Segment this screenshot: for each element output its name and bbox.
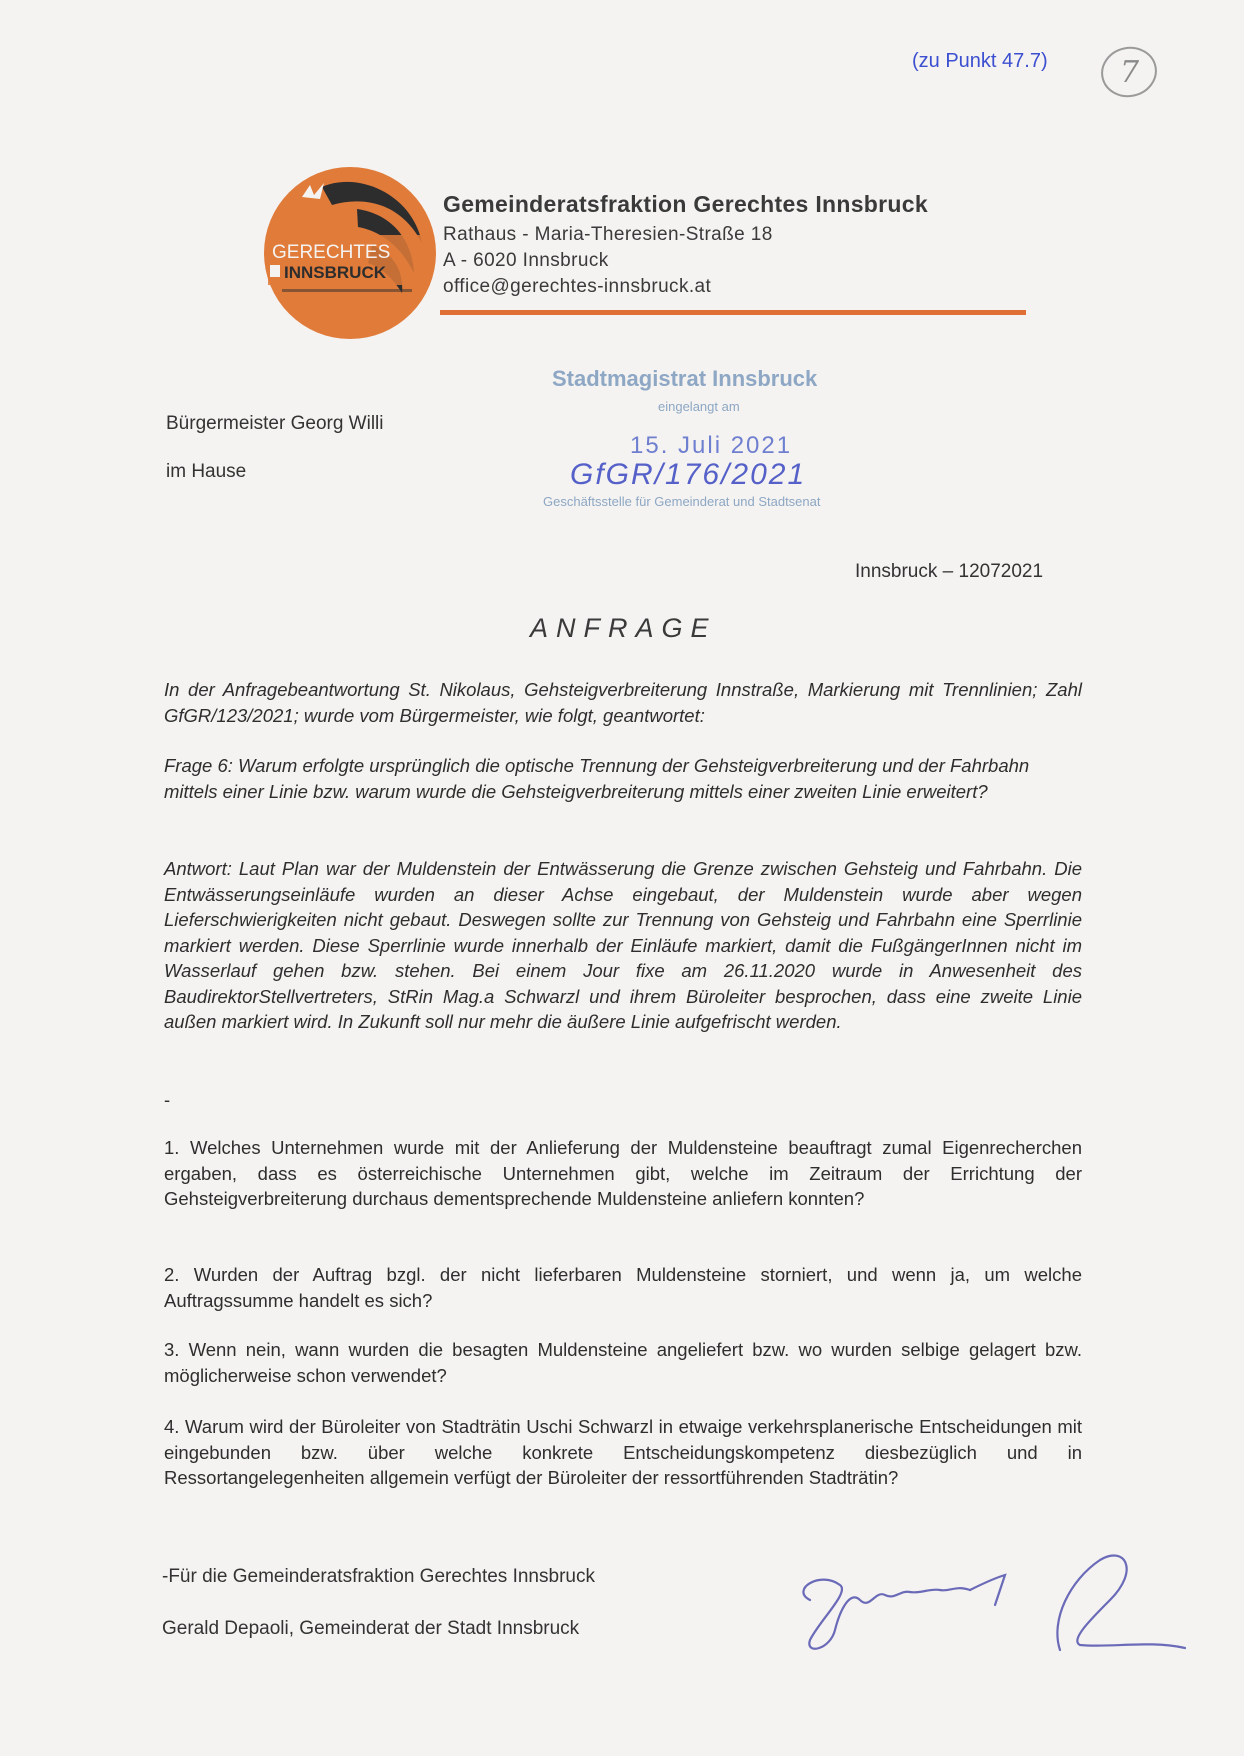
document-title: ANFRAGE <box>530 613 717 643</box>
stamp-title: Stadtmagistrat Innsbruck <box>552 366 818 391</box>
handwritten-signature <box>780 1530 1190 1680</box>
agenda-reference-note: (zu Punkt 47.7) <box>912 50 1048 72</box>
place-and-date: Innsbruck – 12072021 <box>855 561 1044 582</box>
stamp-reference-number: GfGR/176/2021 <box>570 458 807 491</box>
letterhead-divider <box>440 310 1026 315</box>
organisation-address-line2: A - 6020 Innsbruck <box>443 250 609 271</box>
stamp-footer: Geschäftsstelle für Gemeinderat und Stadtsenat <box>543 494 821 509</box>
intro-paragraph: In der Anfragebeantwortung St. Nikolaus, Gehsteigverbreiterung Innstraße, Markierung mit Trennlinien; Zahl GfGR/123/2021; wurde vom Bürgermeister, wie folgt, geantwortet: <box>164 679 1082 726</box>
letterhead <box>443 191 928 300</box>
question-4: 4. Warum wird der Büroleiter von Stadträtin Uschi Schwarzl in etwaige verkehrsplanerische Entscheidungen mit eingebunden bzw. über welche konkrete Entscheidungskompetenz diesbezüglich und in Ressortangelegenheiten allgemein verfügt der Büroleiter der ressortführenden Stadträtin? <box>164 1416 1082 1488</box>
closing-line-signatory: Gerald Depaoli, Gemeinderat der Stadt Innsbruck <box>162 1618 580 1639</box>
question-2: 2. Wurden der Auftrag bzgl. der nicht lieferbaren Muldensteine storniert, und wenn ja, um welche Auftragssumme handelt es sich? <box>164 1264 1082 1311</box>
gerechtes-innsbruck-logo <box>262 165 438 341</box>
separator-dash: - <box>164 1089 171 1110</box>
stamp-subtitle: eingelangt am <box>658 399 740 414</box>
organisation-address-line1: Rathaus - Maria-Theresien-Straße 18 <box>443 224 773 245</box>
logo-text-line2: INNSBRUCK <box>284 263 386 282</box>
recipient-name: Bürgermeister Georg Willi <box>166 413 384 434</box>
stamp-date: 15. Juli 2021 <box>630 432 793 459</box>
quoted-question-6: Frage 6: Warum erfolgte ursprünglich die optische Trennung der Gehsteigverbreiterung und der Fahrbahn mittels einer Linie bzw. warum wurde die Gehsteigverbreiterung mittels einer zweiten Linie erweitert? <box>164 755 1030 802</box>
page-mark-number: 7 <box>1120 55 1140 90</box>
organisation-email: office@gerechtes-innsbruck.at <box>443 276 712 297</box>
quoted-answer: Antwort: Laut Plan war der Muldenstein der Entwässerung die Grenze zwischen Gehsteig und Fahrbahn. Die Entwässerungseinläufe wurden an dieser Achse eingebaut, der Muldenstein wurde aber wegen Lieferschwierigkeiten nicht gebaut. Deswegen sollte zur Trennung von Gehsteig und Fahrbahn eine Sperrlinie markiert werden. Diese Sperrlinie wurde innerhalb der Einläufe markiert, damit die FußgängerInnen nicht im Wasserlauf gehen bzw. stehen. Bei einem Jour fixe am 26.11.2020 wurde in Anwesenheit des BaudirektorStellvertreters, StRin Mag.a Schwarzl und ihrem Büroleiter besprochen, dass eine zweite Linie außen markiert wird. In Zukunft soll nur mehr die äußere Linie aufgefrischt werden. <box>164 858 1082 1032</box>
question-1: 1. Welches Unternehmen wurde mit der Anlieferung der Muldensteine beauftragt zumal Eigenrecherchen ergaben, dass es österreichische Unternehmen gibt, welche im Zeitraum der Errichtung der Gehsteigverbreiterung durchaus dementsprechende Muldensteine anliefern konnten? <box>164 1137 1082 1209</box>
handwritten-page-mark <box>1098 42 1160 100</box>
closing-line-faction: -Für die Gemeinderatsfraktion Gerechtes Innsbruck <box>162 1566 595 1587</box>
question-3: 3. Wenn nein, wann wurden die besagten Muldensteine angeliefert bzw. wo wurden selbige gelagert bzw. möglicherweise schon verwendet? <box>164 1339 1082 1386</box>
logo-text-line1: GERECHTES <box>272 242 391 263</box>
recipient-location: im Hause <box>166 461 247 482</box>
receipt-stamp <box>540 366 840 516</box>
organisation-name: Gemeinderatsfraktion Gerechtes Innsbruck <box>443 191 928 217</box>
